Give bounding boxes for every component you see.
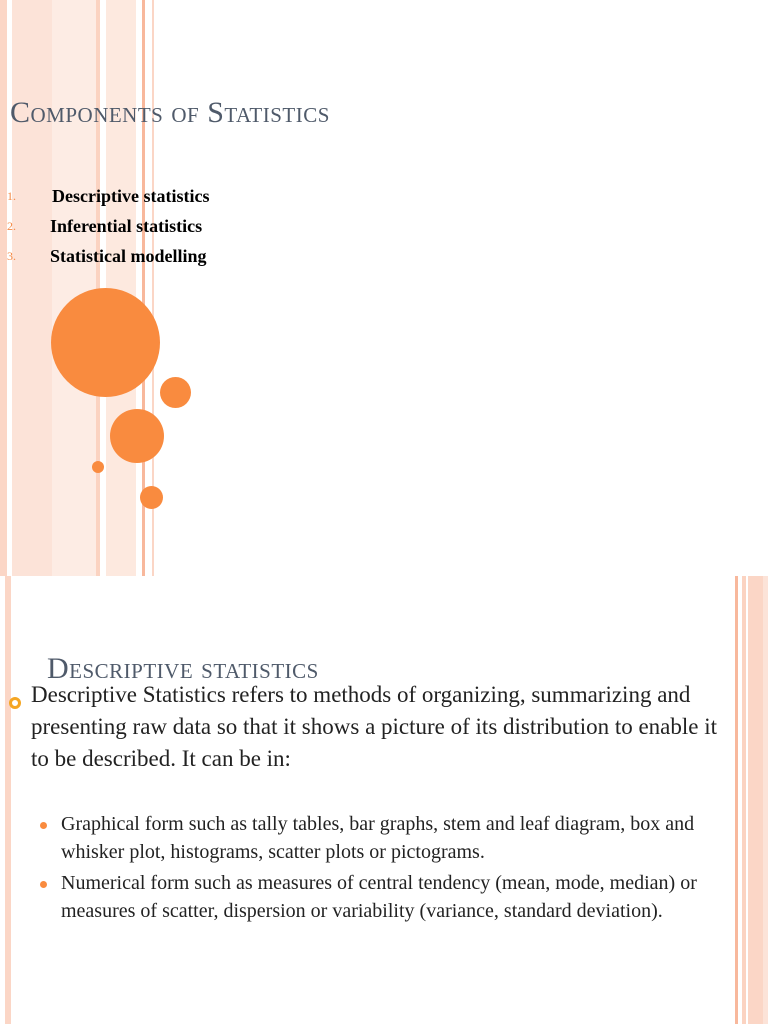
list-number: 3. xyxy=(7,249,16,263)
decor-stripe xyxy=(5,576,11,1024)
dot-bullet-icon xyxy=(40,881,47,888)
list-item xyxy=(40,870,720,925)
list-label: Descriptive statistics xyxy=(52,186,210,206)
decor-stripe xyxy=(0,0,7,576)
slide-descriptive xyxy=(0,576,768,1024)
decor-stripe xyxy=(12,0,52,576)
ring-bullet-icon xyxy=(9,697,21,709)
decor-circle-medium xyxy=(110,409,164,463)
list-label: Statistical modelling xyxy=(50,246,207,266)
list-item xyxy=(40,811,720,866)
slide-title: Components of Statistics xyxy=(10,96,330,129)
decor-stripe xyxy=(52,0,96,576)
slide-title: Descriptive statistics xyxy=(47,652,319,685)
list-number: 1. xyxy=(7,189,16,203)
list-text: Numerical form such as measures of central tendency (mean, mode, median) or measures of scatter, dispersion or variability (variance, standard deviation). xyxy=(61,872,697,922)
decor-circle-small xyxy=(92,461,104,473)
dot-bullet-icon xyxy=(40,822,47,829)
decor-stripe xyxy=(742,576,746,1024)
list-text: Graphical form such as tally tables, bar graphs, stem and leaf diagram, box and whisker plot, histograms, scatter plots or pictograms. xyxy=(61,813,695,863)
list-label: Inferential statistics xyxy=(50,216,203,236)
list-number: 2. xyxy=(7,219,16,233)
form-list xyxy=(40,811,720,929)
body-paragraph: Descriptive Statistics refers to methods of organizing, summarizing and presenting raw data so that it shows a picture of its distribution to enable it to be described. It can be in: xyxy=(31,682,718,771)
decor-circle xyxy=(140,486,163,509)
decor-circle xyxy=(160,377,191,408)
decor-circle-large xyxy=(51,288,160,397)
decor-stripe xyxy=(763,576,768,1024)
decor-stripe xyxy=(735,576,738,1024)
